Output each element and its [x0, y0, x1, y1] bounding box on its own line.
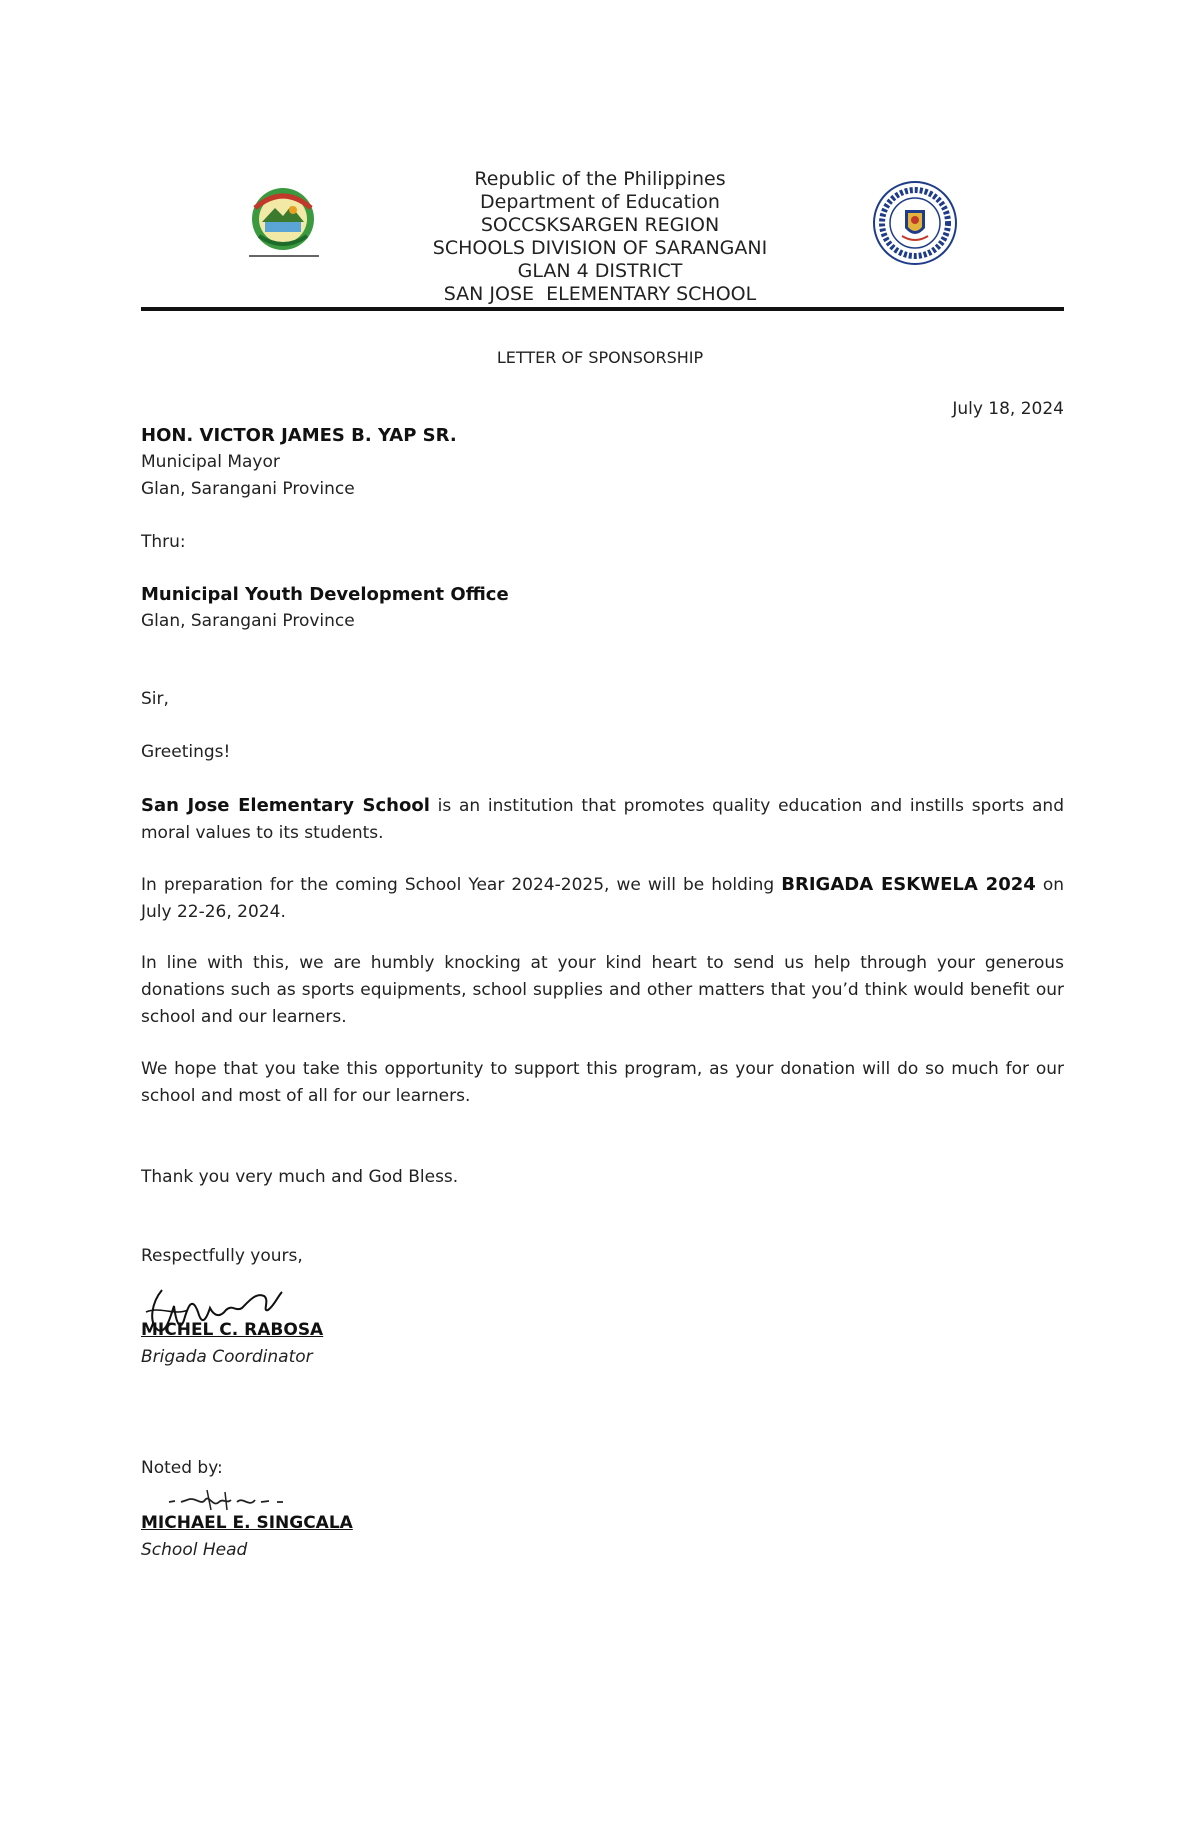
event-name: BRIGADA ESKWELA 2024: [781, 874, 1036, 895]
recipient-name: HON. VICTOR JAMES B. YAP SR.: [141, 425, 457, 446]
signatory-2-name: MICHAEL E. SINGCALA: [141, 1513, 353, 1533]
signatory-1-name: MICHEL C. RABOSA: [141, 1320, 324, 1340]
recipient-address: Glan, Sarangani Province: [141, 479, 355, 499]
closing-thanks: Thank you very much and God Bless.: [141, 1167, 459, 1187]
paragraph-1: [141, 792, 1064, 847]
paragraph-text: is an institution that promotes quality education and instills sports and moral values to its students.: [141, 796, 1064, 843]
thru-office: Municipal Youth Development Office: [141, 584, 509, 605]
letterhead: [0, 168, 1200, 306]
signatory-1-block: [141, 1317, 1064, 1371]
recipient-block: [141, 422, 1064, 503]
letterhead-line: Republic of the Philippines: [474, 168, 726, 190]
greeting: Greetings!: [141, 742, 231, 762]
salutation: Sir,: [141, 689, 169, 709]
letterhead-line: SAN JOSE ELEMENTARY SCHOOL: [443, 283, 757, 305]
thru-block: [141, 581, 1064, 635]
signatory-1-title: Brigada Coordinator: [141, 1347, 313, 1367]
paragraph-4: We hope that you take this opportunity to support this program, as your donation will do so much for our school and most of all for our learners.: [141, 1059, 1064, 1106]
paragraph-2: [141, 871, 1064, 926]
closing: Respectfully yours,: [141, 1246, 303, 1266]
noted-by-label: Noted by:: [141, 1458, 223, 1478]
recipient-position: Municipal Mayor: [141, 452, 280, 472]
document-title: LETTER OF SPONSORSHIP: [496, 348, 704, 367]
thru-address: Glan, Sarangani Province: [141, 611, 355, 631]
letterhead-line: Department of Education: [480, 191, 720, 213]
paragraph-text: on July 22-26, 2024.: [141, 875, 1064, 922]
signatory-2-title: School Head: [141, 1540, 248, 1560]
header-divider: [141, 307, 1064, 311]
letterhead-line: SOCCSKSARGEN REGION: [480, 214, 720, 236]
paragraph-3: In line with this, we are humbly knocking at your kind heart to send us help through your generous donations such as sports equipments, school supplies and other matters that you’d think would benefit our school and our learners.: [141, 953, 1064, 1027]
thru-label: Thru:: [141, 532, 186, 552]
letterhead-line: SCHOOLS DIVISION OF SARANGANI: [432, 237, 768, 259]
letterhead-line: GLAN 4 DISTRICT: [517, 260, 683, 282]
paragraph-text: In preparation for the coming School Year 2024-2025, we will be holding: [141, 875, 782, 895]
school-name: San Jose Elementary School: [141, 795, 430, 816]
letter-date: July 18, 2024: [952, 399, 1064, 419]
signatory-2-block: [141, 1510, 1064, 1564]
